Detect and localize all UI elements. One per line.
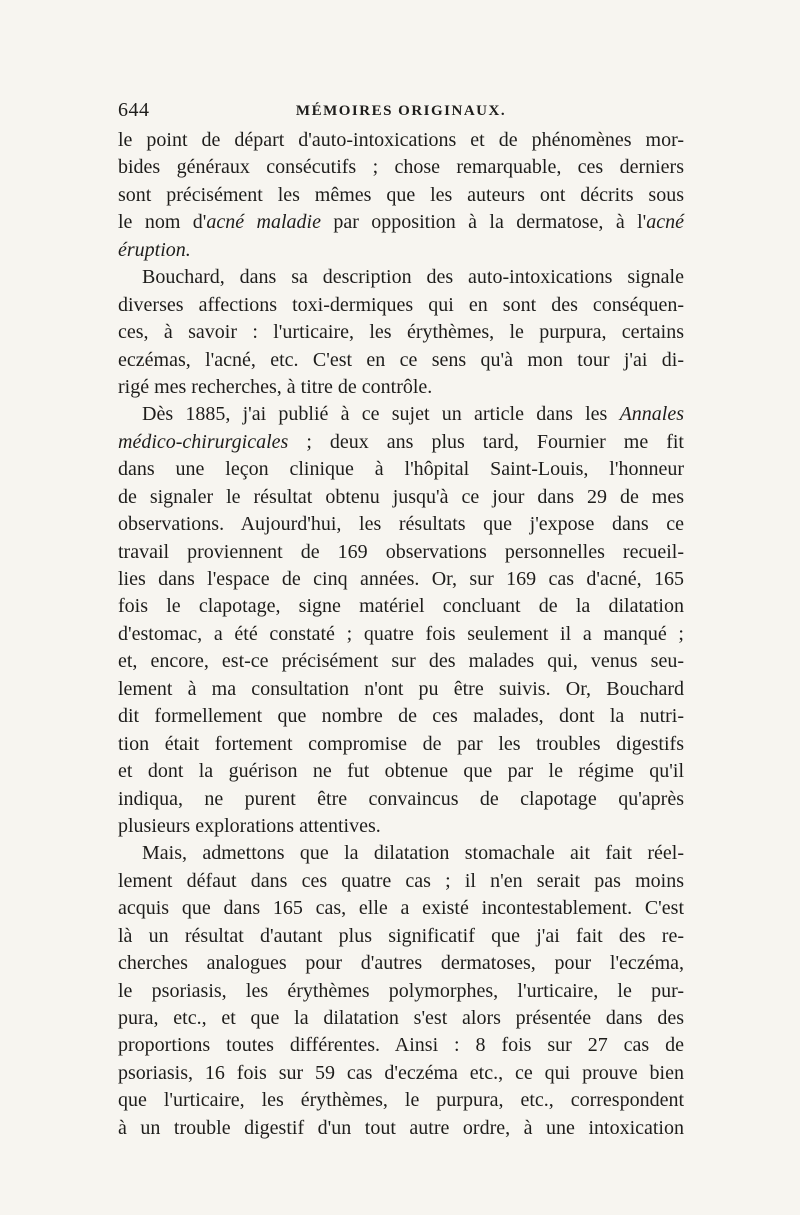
- page-number: 644: [118, 99, 150, 121]
- text-line: lement à ma consultation n'ont pu être suivis. Or, Bouchard: [118, 677, 684, 700]
- text-line: observations. Aujourd'hui, les résultats que j'expose dans ce: [118, 513, 684, 536]
- text-line: cherches analogues pour d'autres dermatoses, pour l'eczéma,: [118, 952, 684, 975]
- text-line: Bouchard, dans sa description des auto-intoxications signale: [142, 266, 684, 289]
- text-line: fois le clapotage, signe matériel concluant de la dilatation: [118, 595, 684, 618]
- text-line: dit formellement que nombre de ces malades, dont la nutri-: [118, 705, 684, 728]
- text-line: lies dans l'espace de cinq années. Or, sur 169 cas d'acné, 165: [118, 568, 684, 590]
- running-head: [118, 95, 684, 125]
- text-line: lement défaut dans ces quatre cas ; il n'en serait pas moins: [118, 869, 684, 892]
- italic-term: acné: [646, 211, 685, 234]
- text-line: de signaler le résultat obtenu jusqu'à ce jour dans 29 de mes: [118, 485, 684, 508]
- text-run: Dès 1885, j'ai publié à ce sujet un article dans les: [142, 403, 620, 426]
- text-line: sont précisément les mêmes que les auteurs ont décrits sous: [118, 183, 684, 206]
- text-run: ; deux ans plus tard, Fournier me fit: [288, 430, 684, 453]
- body-text: [118, 127, 684, 1142]
- text-line: là un résultat d'autant plus significatif que j'ai fait des re-: [118, 924, 684, 947]
- text-line: psoriasis, 16 fois sur 59 cas d'eczéma etc., ce qui prouve bien: [118, 1061, 684, 1084]
- text-line: plusieurs explorations attentives.: [118, 814, 381, 837]
- italic-term: Annales: [619, 403, 684, 426]
- text-line: [118, 237, 684, 264]
- text-line: [118, 401, 684, 428]
- text-line: bides généraux consécutifs ; chose remarquable, ces derniers: [118, 156, 684, 179]
- text-line: travail proviennent de 169 observations personnelles recueil-: [118, 540, 684, 563]
- text-line: eczémas, l'acné, etc. C'est en ce sens qu'à mon tour j'ai di-: [118, 348, 684, 371]
- italic-term: médico-chirurgicales: [118, 430, 289, 453]
- text-line: que l'urticaire, les érythèmes, le purpura, etc., correspondent: [118, 1089, 684, 1112]
- text-line: le point de départ d'auto-intoxications et de phénomènes mor-: [118, 129, 684, 151]
- text-line: acquis que dans 165 cas, elle a existé incontestablement. C'est: [118, 897, 684, 920]
- text-line: diverses affections toxi-dermiques qui en sont des conséquen-: [118, 293, 684, 316]
- text-line: [118, 209, 684, 236]
- text-line: indiqua, ne purent être convaincus de clapotage qu'après: [118, 787, 684, 810]
- text-line: dans une leçon clinique à l'hôpital Saint-Louis, l'honneur: [118, 458, 684, 481]
- text-line: proportions toutes différentes. Ainsi : 8 fois sur 27 cas de: [118, 1034, 684, 1057]
- text-line: Mais, admettons que la dilatation stomachale ait fait réel-: [142, 842, 684, 865]
- text-line: tion était fortement compromise de par les troubles digestifs: [118, 732, 684, 755]
- text-line: [118, 429, 684, 456]
- text-line: à un trouble digestif d'un tout autre ordre, à une intoxication: [118, 1116, 684, 1139]
- text-line: et, encore, est-ce précisément sur des malades qui, venus seu-: [118, 650, 684, 673]
- text-line: pura, etc., et que la dilatation s'est alors présentée dans des: [118, 1007, 684, 1029]
- text-line: le psoriasis, les érythèmes polymorphes, l'urticaire, le pur-: [118, 979, 684, 1002]
- text-line: rigé mes recherches, à titre de contrôle.: [118, 375, 433, 398]
- text-run: par opposition à la dermatose, à l': [320, 211, 647, 234]
- text-line: ces, à savoir : l'urticaire, les érythèmes, le purpura, certains: [118, 321, 684, 344]
- text-line: et dont la guérison ne fut obtenue que par le régime qu'il: [118, 760, 684, 783]
- text-line: d'estomac, a été constaté ; quatre fois seulement il a manqué ;: [118, 622, 684, 645]
- italic-term: éruption.: [118, 238, 191, 261]
- running-title: MÉMOIRES ORIGINAUX.: [295, 103, 507, 119]
- italic-term: acné maladie: [206, 211, 321, 234]
- text-run: le nom d': [118, 211, 207, 234]
